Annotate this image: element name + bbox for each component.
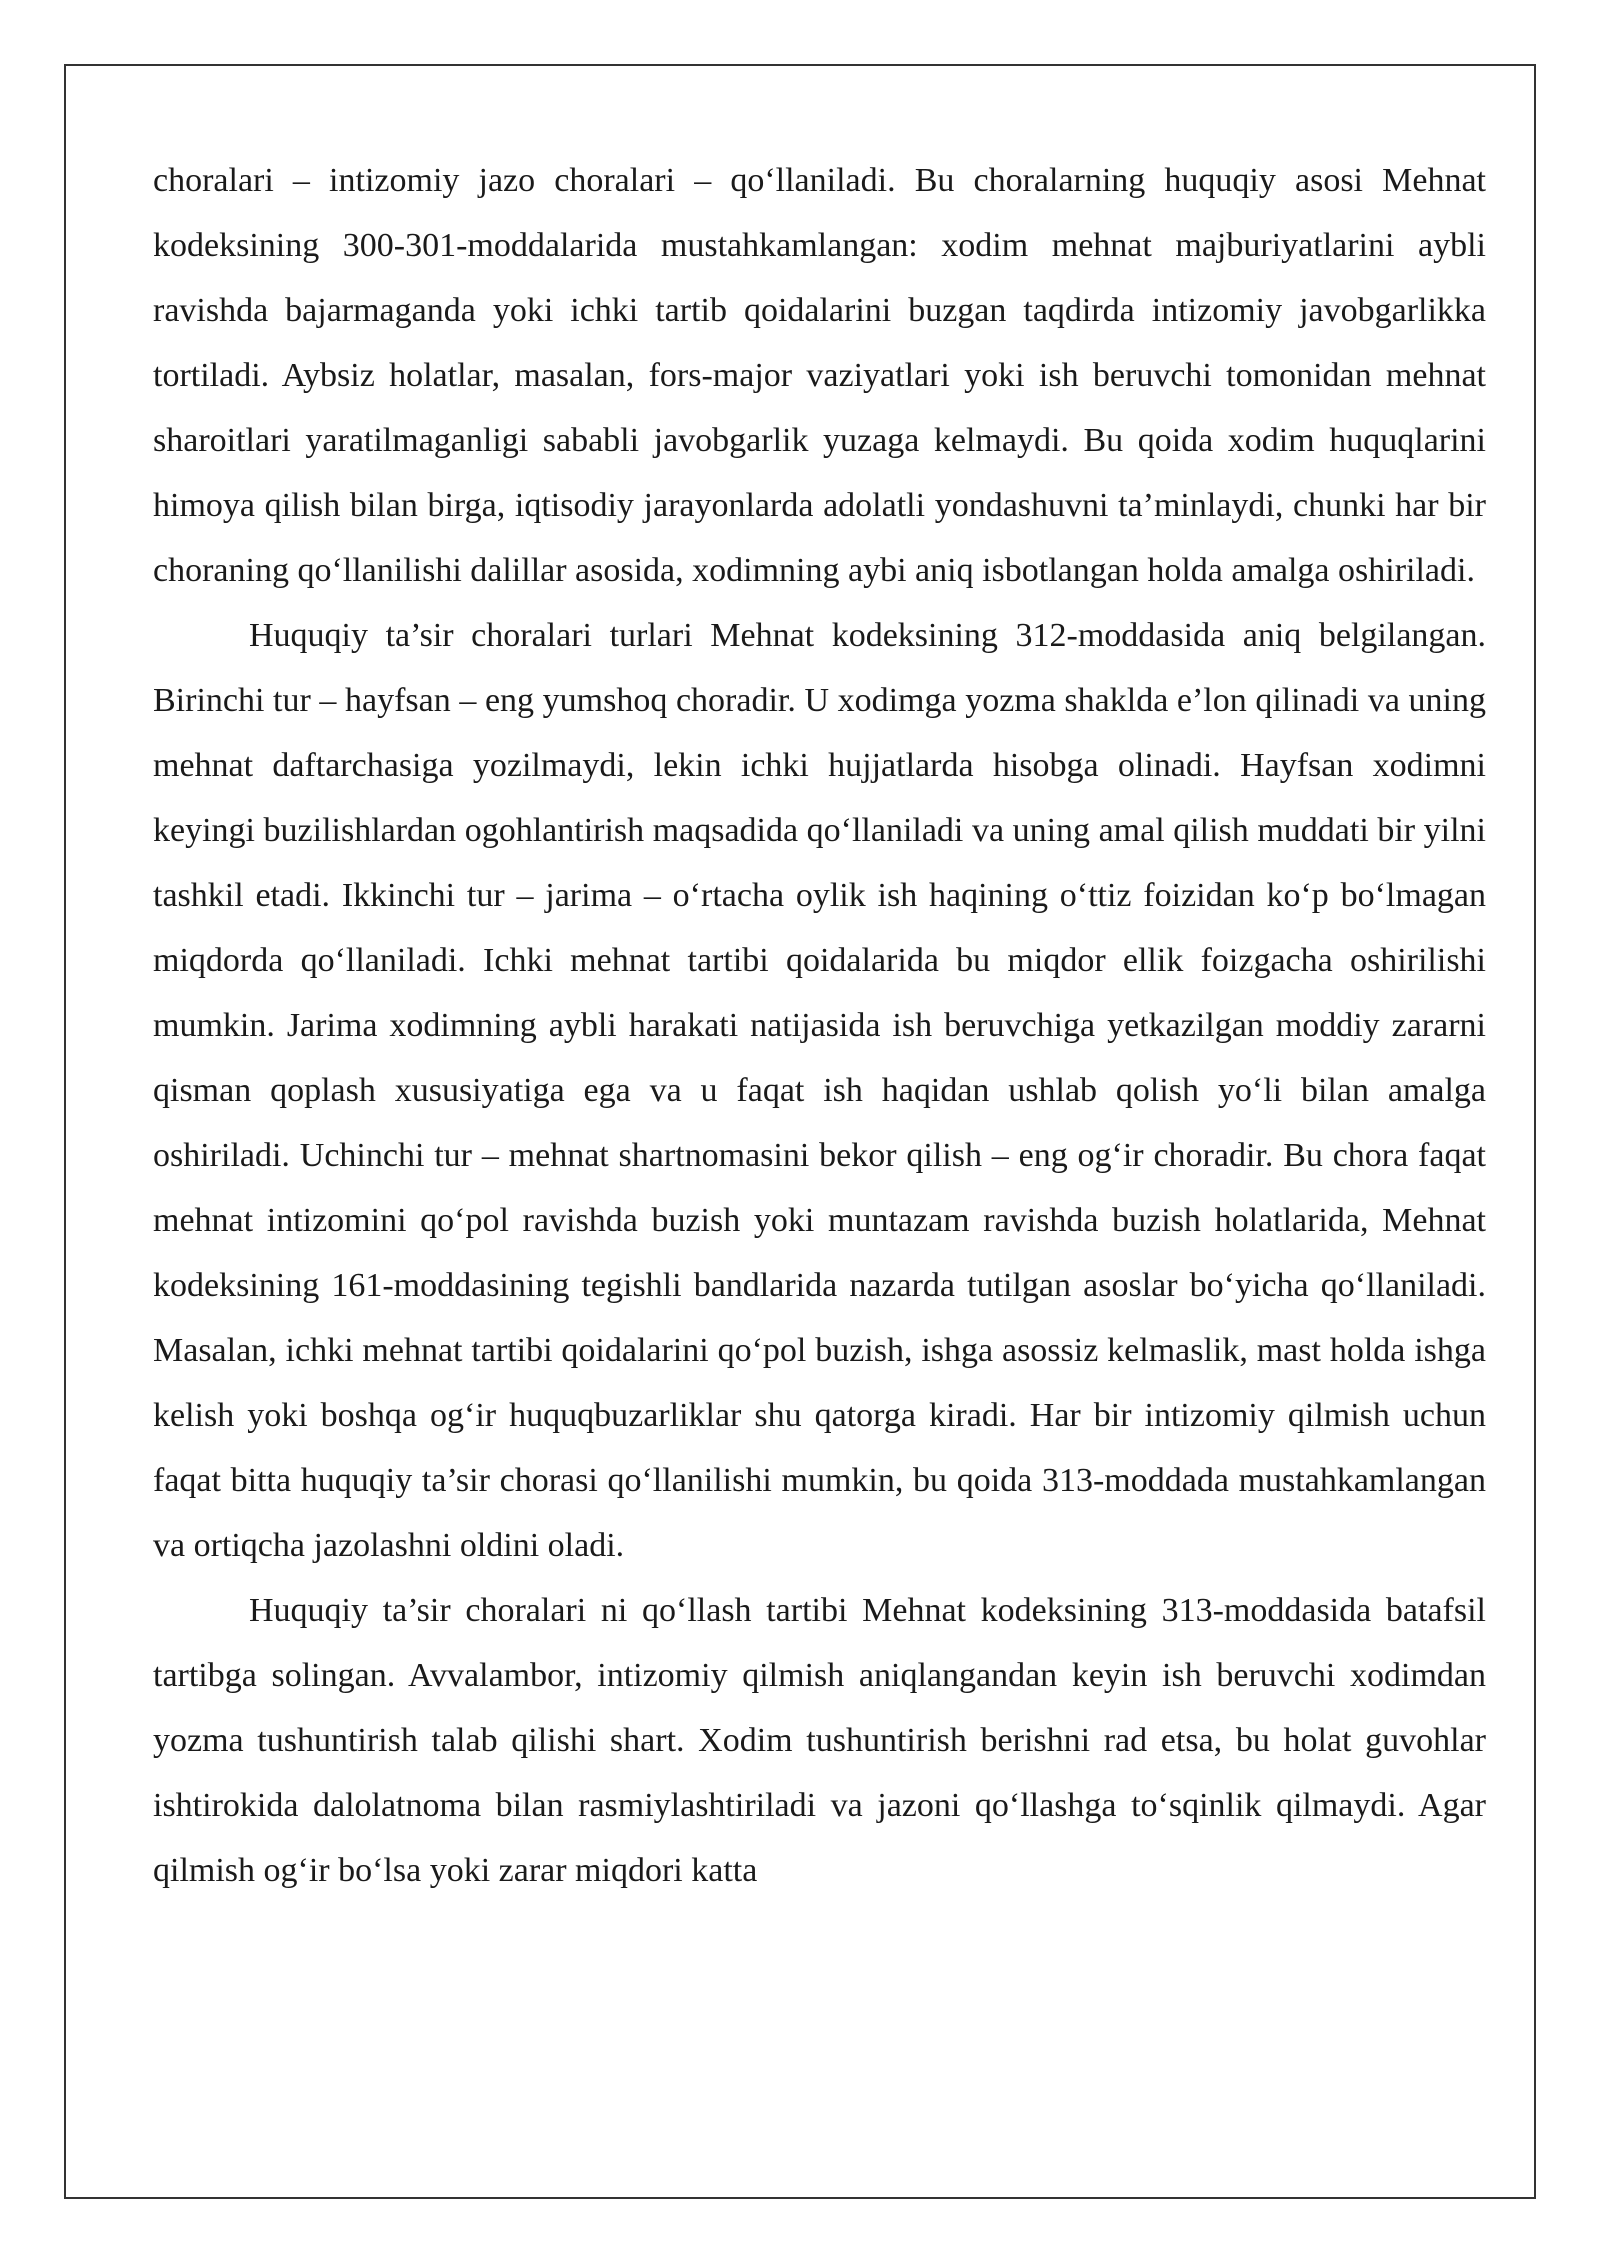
paragraph-1: choralari – intizomiy jazo choralari – qo‘llaniladi. Bu choralarning huquqiy asosi Mehnat kodeksining 300-301-moddalarida mustahkamlangan: xodim mehnat majburiyatlarini aybli ravishda bajarmaganda yoki ichki tartib qoidalarini buzgan taqdirda intizomiy javobgarlikka tortiladi. Aybsiz holatlar, masalan, fors-major vaziyatlari yoki ish beruvchi tomonidan mehnat sharoitlari yaratilmaganligi sababli javobgarlik yuzaga kelmaydi. Bu qoida xodim huquqlarini himoya qilish bilan birga, iqtisodiy jarayonlarda adolatli yondashuvni ta’minlaydi, chunki har bir choraning qo‘llanilishi dalillar asosida, xodimning aybi aniq isbotlangan holda amalga oshiriladi. [153,162,1486,589]
paragraph-3: Huquqiy ta’sir choralari ni qo‘llash tartibi Mehnat kodeksining 313-moddasida batafsil tartibga solingan. Avvalambor, intizomiy qilmish aniqlangandan keyin ish beruvchi xodimdan yozma tushuntirish talab qilishi shart. Xodim tushuntirish berishni rad etsa, bu holat guvohlar ishtirokida dalolatnoma bilan rasmiylashtiriladi va jazoni qo‘llashga to‘sqinlik qilmaydi. Agar qilmish og‘ir bo‘lsa yoki zarar miqdori katta [153,1592,1486,1889]
paragraph-2: Huquqiy ta’sir choralari turlari Mehnat kodeksining 312-moddasida aniq belgilangan. Birinchi tur – hayfsan – eng yumshoq choradir. U xodimga yozma shaklda e’lon qilinadi va uning mehnat daftarchasiga yozilmaydi, lekin ichki hujjatlarda hisobga olinadi. Hayfsan xodimni keyingi buzilishlardan ogohlantirish maqsadida qo‘llaniladi va uning amal qilish muddati bir yilni tashkil etadi. Ikkinchi tur – jarima – o‘rtacha oylik ish haqining o‘ttiz foizidan ko‘p bo‘lmagan miqdorda qo‘llaniladi. Ichki mehnat tartibi qoidalarida bu miqdor ellik foizgacha oshirilishi mumkin. Jarima xodimning aybli harakati natijasida ish beruvchiga yetkazilgan moddiy zararni qisman qoplash xususiyatiga ega va u faqat ish haqidan ushlab qolish yo‘li bilan amalga oshiriladi. Uchinchi tur – mehnat shartnomasini bekor qilish – eng og‘ir choradir. Bu chora faqat mehnat intizomini qo‘pol ravishda buzish yoki muntazam ravishda buzish holatlarida, Mehnat kodeksining 161-moddasining tegishli bandlarida nazarda tutilgan asoslar bo‘yicha qo‘llaniladi. Masalan, ichki mehnat tartibi qoidalarini qo‘pol buzish, ishga asossiz kelmaslik, mast holda ishga kelish yoki boshqa og‘ir huquqbuzarliklar shu qatorga kiradi. Har bir intizomiy qilmish uchun faqat bitta huquqiy ta’sir chorasi qo‘llanilishi mumkin, bu qoida 313-moddada mustahkamlangan va ortiqcha jazolashni oldini oladi. [153,617,1486,1564]
document-body [153,148,1486,1903]
